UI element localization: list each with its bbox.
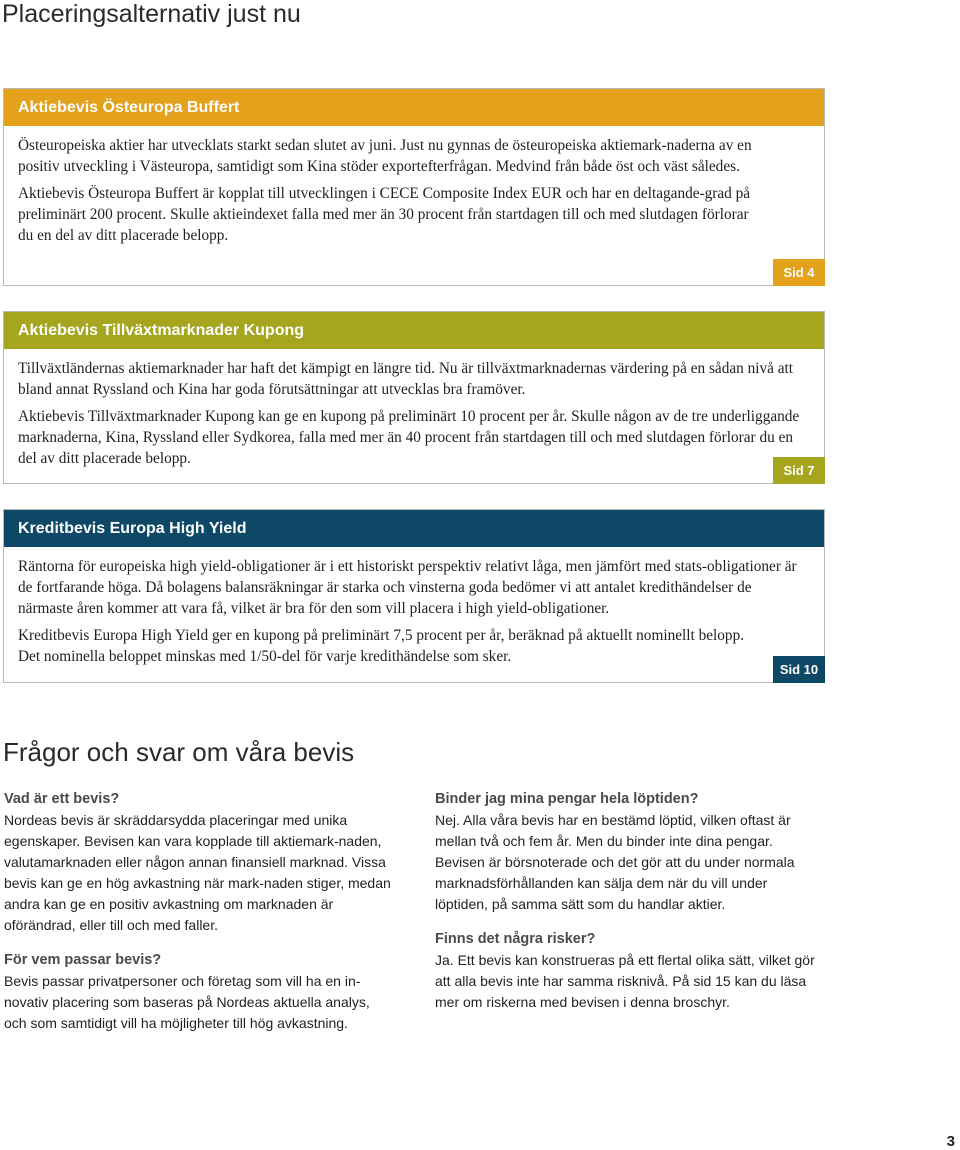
faq-question: För vem passar bevis? [4, 952, 162, 968]
page-reference-link[interactable]: Sid 4 [773, 259, 825, 286]
faq-answer: Bevis passar privatpersoner och företag som vill ha en in-novativ placering som baseras på Nordeas aktuella analys, och som samtidigt vill ha möjligheter till hög avkastning. [4, 973, 370, 1031]
faq-left-column [4, 789, 394, 1048]
faq-question: Finns det några risker? [435, 931, 596, 947]
page-reference-link[interactable]: Sid 7 [773, 457, 825, 484]
product-title-tillvaxtmarknader: Aktiebevis Tillväxtmarknader Kupong [4, 312, 824, 349]
product-box-tillvaxtmarknader [3, 311, 825, 484]
faq-answer: Ja. Ett bevis kan konstrueras på ett flertal olika sätt, vilket gör att alla bevis inte har samma risknivå. På sid 15 kan du läsa mer om riskerna med bevisen i denna broschyr. [435, 952, 815, 1010]
faq-right-column [435, 789, 819, 1027]
product-title-osteuropa: Aktiebevis Östeuropa Buffert [4, 89, 824, 126]
product-box-osteuropa [3, 88, 825, 286]
page-number: 3 [946, 1133, 955, 1150]
product-box-high-yield [3, 509, 825, 683]
page-title: Placeringsalternativ just nu [2, 0, 301, 28]
product-details: Aktiebevis Östeuropa Buffert är kopplat till utvecklingen i CECE Composite Index EUR och har en deltagande-grad på preliminärt 200 procent. Skulle aktieindexet falla med mer än 30 procent från startdagen till och med slutdagen förlorar du en del av ditt placerade belopp. [18, 185, 751, 244]
product-description: Östeuropeiska aktier har utvecklats starkt sedan slutet av juni. Just nu gynnas de östeuropeiska aktiemark-naderna av en positiv utveckling i Västeuropa, samtidigt som Kina stöder exportefterfrågan. Medvind från både öst och väst således. [18, 137, 752, 175]
faq-answer: Nej. Alla våra bevis har en bestämd löptid, vilken oftast är mellan två och fem år. Men du binder inte dina pengar. Bevisen är börsnoterade och det gör att du under normala marknadsförhållanden kan sälja dem när du vill under löptiden, på samma sätt som du handlar aktier. [435, 812, 795, 912]
faq-title: Frågor och svar om våra bevis [3, 737, 355, 767]
product-description: Tillväxtländernas aktiemarknader har haft det kämpigt en längre tid. Nu är tillväxtmarknadernas värdering på en sådan nivå att bland annat Ryssland och Kina har goda förutsättningar att utvecklas bra framöver. [18, 360, 794, 398]
faq-answer: Nordeas bevis är skräddarsydda placeringar med unika egenskaper. Bevisen kan vara kopplade till aktiemark-naden, valutamarknaden eller någon annan finansiell marknad. Vissa bevis kan ge en hög avkastning när mark-naden stiger, medan andra kan ge en positiv avkastning om marknaden är oförändrad, eller till och med faller. [4, 812, 391, 933]
product-details: Kreditbevis Europa High Yield ger en kupong på preliminärt 7,5 procent per år, beräknad på aktuellt nominellt belopp. Det nominella beloppet minskas med 1/50-del för varje kredithändelse som sker. [18, 627, 745, 665]
faq-question: Binder jag mina pengar hela löptiden? [435, 791, 699, 807]
product-title-high-yield: Kreditbevis Europa High Yield [4, 510, 824, 547]
product-details: Aktiebevis Tillväxtmarknader Kupong kan ge en kupong på preliminärt 10 procent per år. Skulle någon av de tre underliggande marknaderna, Kina, Ryssland eller Sydkorea, falla med mer än 40 procent från startdagen till och med slutdagen förlorar du en del av ditt placerade belopp. [18, 408, 800, 467]
page-reference-link[interactable]: Sid 10 [773, 656, 825, 683]
product-description: Räntorna för europeiska high yield-obligationer är i ett historiskt perspektiv relativt låga, men jämfört med stats-obligationer är de fortfarande höga. Då bolagens balansräkningar är starka och vinsterna goda bedömer vi att antalet kredithändelser de närmaste åren kommer att vara få, vilket är bra för den som vill placera i high yield-obligationer. [18, 558, 797, 617]
faq-question: Vad är ett bevis? [4, 791, 120, 807]
